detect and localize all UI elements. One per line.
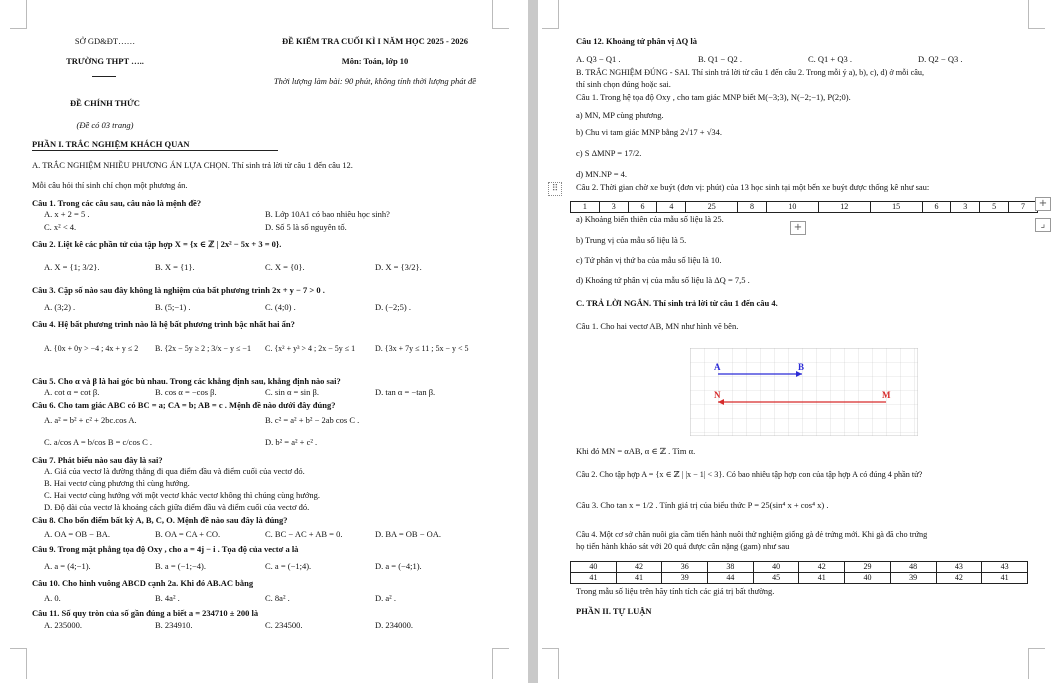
question-10: Câu 10. Cho hình vuông ABCD cạnh 2a. Khi đó AB.AC bằng [32,578,254,588]
crop-mark [1028,0,1045,29]
option: A. {0x + 0y > −4 ; 4x + y ≤ 2 [44,344,139,353]
tf-statement: c) Tứ phân vị thứ ba của mẫu số liệu là 10. [576,255,722,265]
resize-handle-icon[interactable]: ⌟ [1035,218,1051,232]
option: B. Hai vectơ cùng phương thì cùng hướng. [44,478,190,488]
question-11: Câu 11. Số quy tròn của số gần đúng a biết a = 234710 ± 200 là [32,608,259,618]
option: C. Hai vectơ cùng hướng với một vectơ khác vectơ không thì chúng cùng hướng. [44,490,321,500]
option: D. b² = a² + c² . [265,437,318,447]
short-question-4-cont: họ tiến hành khảo sát với 20 quả được cân nặng (gam) như sau [576,541,790,551]
section-b-note: thí sinh chọn đúng hoặc sai. [576,79,671,89]
option: B. Q1 − Q2 . [698,54,742,64]
option: C. sin α = sin β. [265,387,319,397]
table-cell: 42 [616,562,662,573]
option: B. OA = CA + CO. [155,529,221,539]
part1-heading: PHẦN I. TRẮC NGHIỆM KHÁCH QUAN [32,139,190,149]
table-cell: 39 [890,573,936,584]
part2-heading: PHẦN II. TỰ LUẬN [576,606,652,616]
option: D. (−2;5) . [375,302,411,312]
option: D. X = {3/2}. [375,262,422,272]
table-cell: 41 [799,573,845,584]
table-cell[interactable]: 5 [980,202,1009,213]
school-name: TRƯỜNG THPT ….. [66,56,144,66]
crop-mark [542,0,559,29]
table-cell: 42 [799,562,845,573]
crop-mark [10,0,27,29]
section-a-heading: A. TRẮC NGHIỆM NHIỀU PHƯƠNG ÁN LỰA CHỌN. Thí sinh trả lời từ câu 1 đến câu 12. [32,160,353,170]
question-8: Câu 8. Cho bốn điểm bất kỳ A, B, C, O. Mệnh đề nào sau đây là đúng? [32,515,288,525]
table-cell: 41 [571,573,617,584]
option: C. 8a² . [265,593,290,603]
divider [32,150,278,151]
option: D. Độ dài của vectơ là khoảng cách giữa điểm đầu và điểm cuối của vectơ đó. [44,502,310,512]
table-cell: 38 [708,562,754,573]
tf-question-2: Câu 2. Thời gian chờ xe buýt (đơn vị: phút) của 13 học sinh tại một bến xe buýt được thống kê như sau: [576,182,930,192]
wait-time-table [570,201,1038,213]
question-6: Câu 6. Cho tam giác ABC có BC = a; CA = b; AB = c . Mệnh đề nào dưới đây đúng? [32,400,336,410]
table-cell: 39 [662,573,708,584]
section-a-note: Mỗi câu hỏi thí sinh chỉ chọn một phương án. [32,180,188,190]
add-column-icon[interactable]: + [1035,197,1051,211]
option: A. x + 2 = 5 . [44,209,90,219]
crop-mark [542,648,559,679]
section-b-heading: B. TRẮC NGHIỆM ĐÚNG - SAI. Thí sinh trả lời từ câu 1 đến câu 2. Trong mỗi ý a), b), c), d) ở mỗi câu, [576,68,924,77]
table-cell[interactable]: 6 [922,202,951,213]
option: C. BC − AC + AB = 0. [265,529,343,539]
question-5: Câu 5. Cho α và β là hai góc bù nhau. Trong các khẳng định sau, khẳng định nào sai? [32,376,341,386]
tf-statement: d) MN.NP = 4. [576,169,627,179]
point-m-label: M [882,390,891,400]
option: B. {2x − 5y ≥ 2 ; 3/x − y ≤ −1 [155,344,251,353]
table-cell[interactable]: 15 [870,202,922,213]
option: D. BA = OB − OA. [375,529,442,539]
option: B. cos α = −cos β. [155,387,217,397]
page-count: (Đề có 03 trang) [76,120,134,130]
option: C. Q1 + Q3 . [808,54,852,64]
vector-figure [690,348,918,436]
table-cell[interactable]: 12 [818,202,870,213]
option: A. OA = OB − BA. [44,529,111,539]
question-2: Câu 2. Liệt kê các phần tử của tập hợp X = {x ∈ ℤ | 2x² − 5x + 3 = 0}. [32,239,282,249]
tf-statement: a) MN, MP cùng phương. [576,110,664,120]
option: A. Giá của vectơ là đường thẳng đi qua điểm đầu và điểm cuối của vectơ đó. [44,466,305,476]
tf-statement: d) Khoảng tứ phân vị của mẫu số liệu là ΔQ = 7,5 . [576,275,750,285]
option: D. 234000. [375,620,414,630]
weight-table [570,561,1028,584]
point-b-label: B [798,362,805,372]
question-9: Câu 9. Trong mặt phẳng tọa độ Oxy , cho a = 4j − i . Tọa độ của vectơ a là [32,544,299,554]
tf-statement: b) Chu vi tam giác MNP bằng 2√17 + √34. [576,127,723,137]
option: D. {3x + 7y ≤ 11 ; 5x − y < 5 [375,344,469,353]
table-cell[interactable]: 8 [738,202,767,213]
option: B. 234910. [155,620,193,630]
option: C. 234500. [265,620,303,630]
option: C. a/cos A = b/cos B = c/cos C . [44,437,153,447]
option: C. a = (−1;4). [265,561,312,571]
table-cell: 45 [753,573,799,584]
table-cell: 43 [936,562,982,573]
question-7: Câu 7. Phát biểu nào sau đây là sai? [32,455,163,465]
option: A. 235000. [44,620,83,630]
option: C. X = {0}. [265,262,305,272]
short-question-4-ask: Trong mẫu số liệu trên hãy tính tích các giá trị bất thường. [576,586,775,596]
table-cell[interactable]: 6 [628,202,657,213]
short-question-2: Câu 2. Cho tập hợp A = {x ∈ ℤ | |x − 1| < 3}. Có bao nhiêu tập hợp con của tập hợp A có đúng 4 phần tử? [576,470,923,479]
table-row [571,202,1038,213]
option: B. (5;−1) . [155,302,191,312]
divider [92,76,116,77]
option: C. x² < 4. [44,222,77,232]
exam-subject: Môn: Toán, lớp 10 [341,56,409,66]
question-4: Câu 4. Hệ bất phương trình nào là hệ bất phương trình bậc nhất hai ẩn? [32,319,295,329]
question-3: Câu 3. Cặp số nào sau đây không là nghiệm của bất phương trình 2x + y − 7 > 0 . [32,285,325,295]
tf-statement: b) Trung vị của mẫu số liệu là 5. [576,235,687,245]
option: B. Lớp 10A1 có bao nhiêu học sinh? [265,209,390,219]
table-cell: 44 [708,573,754,584]
section-c-heading: C. TRẢ LỜI NGẮN. Thí sinh trả lời từ câu 1 đến câu 4. [576,298,778,308]
table-cell: 43 [982,562,1028,573]
option: B. c² = a² + b² − 2ab cos C . [265,415,360,425]
exam-page-1 [0,0,528,683]
option: D. a = (−4;1). [375,561,422,571]
table-cell: 29 [845,562,891,573]
question-1: Câu 1. Trong các câu sau, câu nào là mệnh đề? [32,198,202,208]
option: A. Q3 − Q1 . [576,54,621,64]
short-question-4: Câu 4. Một cơ sở chăn nuôi gia cầm tiến hành nuôi thử nghiệm giống gà đẻ trứng mới. Khi gà đã cho trứng [576,530,928,539]
table-cell: 41 [982,573,1028,584]
point-a-label: A [714,362,721,372]
table-cell: 41 [616,573,662,584]
tf-statement: c) S ΔMNP = 17/2. [576,148,642,158]
option: A. 0. [44,593,61,603]
table-cell: 40 [571,562,617,573]
table-cell: 40 [845,573,891,584]
option: A. X = {1; 3/2}. [44,262,100,272]
option: B. 4a² . [155,593,180,603]
table-cell[interactable]: 3 [599,202,628,213]
option: D. Q2 − Q3 . [918,54,963,64]
table-cell: 48 [890,562,936,573]
table-cell: 40 [753,562,799,573]
crop-mark [10,648,27,679]
option: A. (3;2) . [44,302,76,312]
tf-question-1: Câu 1. Trong hệ tọa độ Oxy , cho tam giác MNP biết M(−3;3), N(−2;−1), P(2;0). [576,92,851,102]
option: D. tan α = −tan β. [375,387,436,397]
option: B. a = (−1;−4). [155,561,206,571]
crop-mark [1028,648,1045,679]
table-cell[interactable]: 4 [657,202,686,213]
option: D. Số 5 là số nguyên tố. [265,222,347,232]
table-cell[interactable]: 7 [1009,202,1038,213]
point-n-label: N [714,390,721,400]
exam-page-2 [538,0,1060,683]
short-question-1-ask: Khi đó MN = αAB, α ∈ ℤ . Tìm α. [576,446,696,456]
official-label: ĐỀ CHÍNH THỨC [70,98,140,108]
option: A. a = (4;−1). [44,561,91,571]
option: A. a² = b² + c² + 2bc.cos A. [44,415,137,425]
table-cell[interactable]: 1 [571,202,600,213]
option: C. {x² + y³ > 4 ; 2x − 5y ≤ 1 [265,344,356,353]
crop-mark [492,0,509,29]
table-cell: 36 [662,562,708,573]
crop-mark [492,648,509,679]
table-cell[interactable]: 3 [951,202,980,213]
move-handle-icon[interactable]: ⠿ [548,182,562,196]
exam-title: ĐỀ KIỂM TRA CUỐI KÌ I NĂM HỌC 2025 - 2026 [282,36,468,46]
dept-name: SỞ GD&ĐT…… [74,36,136,46]
option: C. (4;0) . [265,302,296,312]
exam-time: Thời lượng làm bài: 90 phút, không tính thời lượng phát đề [273,76,477,86]
option: D. a² . [375,593,396,603]
short-question-3: Câu 3. Cho tan x = 1/2 . Tính giá trị của biểu thức P = 25(sin⁴ x + cos⁴ x) . [576,500,829,510]
table-cell: 42 [936,573,982,584]
option: A. cot α = cot β. [44,387,100,397]
table-cell[interactable]: 10 [766,202,818,213]
question-12: Câu 12. Khoảng tứ phân vị ΔQ là [576,36,697,46]
tf-statement: a) Khoảng biến thiên của mẫu số liệu là 25. [576,214,724,224]
short-question-1: Câu 1. Cho hai vectơ AB, MN như hình vẽ bên. [576,321,739,331]
add-row-icon[interactable]: + [790,221,806,235]
option: B. X = {1}. [155,262,195,272]
table-row [571,562,1028,573]
table-cell[interactable]: 25 [686,202,738,213]
table-row [571,573,1028,584]
